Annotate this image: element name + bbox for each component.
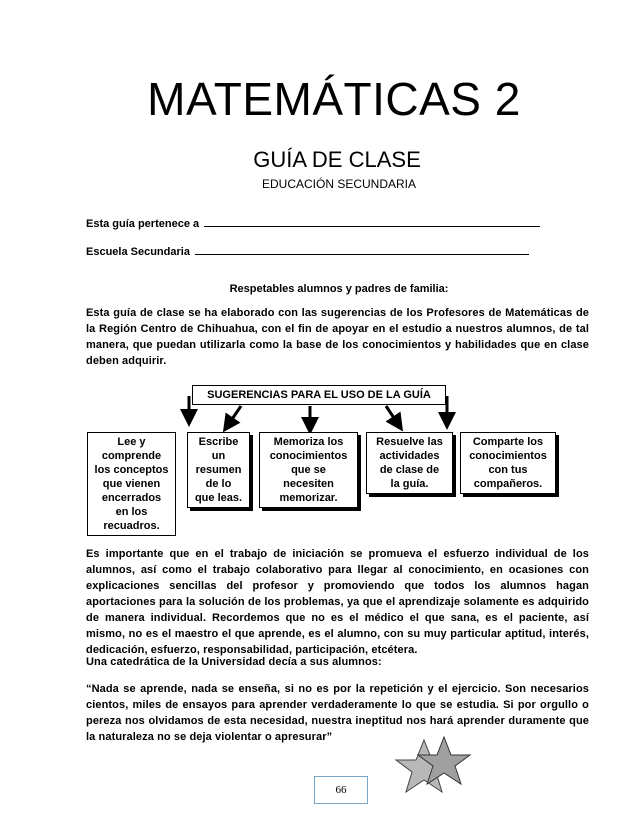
tip-line: memorizar. (279, 492, 338, 504)
school-field-label: Escuela Secundaria (86, 246, 190, 258)
tip-line: los conceptos (94, 464, 169, 476)
tip-line: en los (115, 506, 148, 518)
tip-line: de clase de (379, 464, 440, 476)
tip-line: Escribe (198, 436, 239, 448)
page-number: 66 (314, 776, 368, 804)
tip-solve (366, 432, 453, 494)
quote-intro: Una catedrática de la Universidad decía a sus alumnos: (86, 656, 382, 668)
main-title: MATEMÁTICAS 2 (147, 73, 521, 125)
tip-line: compañeros. (473, 478, 543, 490)
tip-line: actividades (379, 450, 440, 462)
tip-line: que vienen (102, 478, 161, 490)
tip-line: la guía. (390, 478, 429, 490)
tip-line: Resuelve las (376, 436, 443, 448)
tip-read (87, 432, 176, 536)
arrow-4 (386, 406, 398, 424)
tip-line: un (211, 450, 226, 462)
tip-line: con tus (488, 464, 528, 476)
salutation: Respetables alumnos y padres de familia: (229, 283, 449, 295)
tip-line: Comparte los (472, 436, 544, 448)
tip-line: resumen (195, 464, 242, 476)
tip-line: que leas. (194, 492, 243, 504)
tip-line: necesiten (283, 478, 334, 490)
tip-line: conocimientos (469, 450, 547, 462)
body-paragraph: Es importante que en el trabajo de iniciación se promueva el esfuerzo individual de los alumnos, así como el trabajo colaborativo para llegar al conocimiento, en ocasiones con explicaciones sencillas del profesor y promoviendo que todos los alumnos hagan aportaciones para la solución de los problemas, ya que el aprendizaje solamente es adquirido de manera individual. Recordemos que no es el médico el que sana, es el paciente, así mismo, no es el maestro el que aprende, es el alumno, con su muy particular aptitud, interés, dedicación, esfuerzo, responsabilidad, participación, etcétera. (86, 548, 589, 656)
tip-write (187, 432, 250, 508)
star-icon (394, 736, 478, 798)
quote-paragraph: “Nada se aprende, nada se enseña, si no es por la repetición y el ejercicio. Son necesarios cientos, miles de ensayos para aprender verdaderamente lo que se estudia. Si por orgullo o pereza nos olvidamos de esta necesidad, nuestra ineptitud nos hará aprender duramente que la naturaleza no se deja violentar o apresurar” (86, 683, 589, 743)
tip-line: Lee y (117, 436, 146, 448)
tip-line: Memoriza los (273, 436, 344, 448)
subtitle: EDUCACIÓN SECUNDARIA (261, 177, 417, 191)
tip-line: que se (291, 464, 326, 476)
tip-line: recuadros. (103, 520, 160, 532)
tip-memorize (259, 432, 358, 508)
arrow-2 (228, 406, 241, 425)
owner-field-label: Esta guía pertenece a (86, 218, 200, 230)
guide-title: GUÍA DE CLASE (253, 147, 421, 172)
tip-line: de lo (205, 478, 232, 490)
tip-line: conocimientos (269, 450, 348, 462)
suggestions-title: SUGERENCIAS PARA EL USO DE LA GUÍA (192, 385, 446, 405)
intro-paragraph: Esta guía de clase se ha elaborado con las sugerencias de los Profesores de Matemáticas de la Región Centro de Chihuahua, con el fin de apoyar en el estudio a nuestros alumnos, de tal manera, que puedan utilizarla como la base de los conocimientos y habilidades que en clase deben adquirir. (86, 307, 589, 367)
tip-share (460, 432, 556, 494)
tip-line: encerrados (101, 492, 162, 504)
tip-line: comprende (101, 450, 162, 462)
